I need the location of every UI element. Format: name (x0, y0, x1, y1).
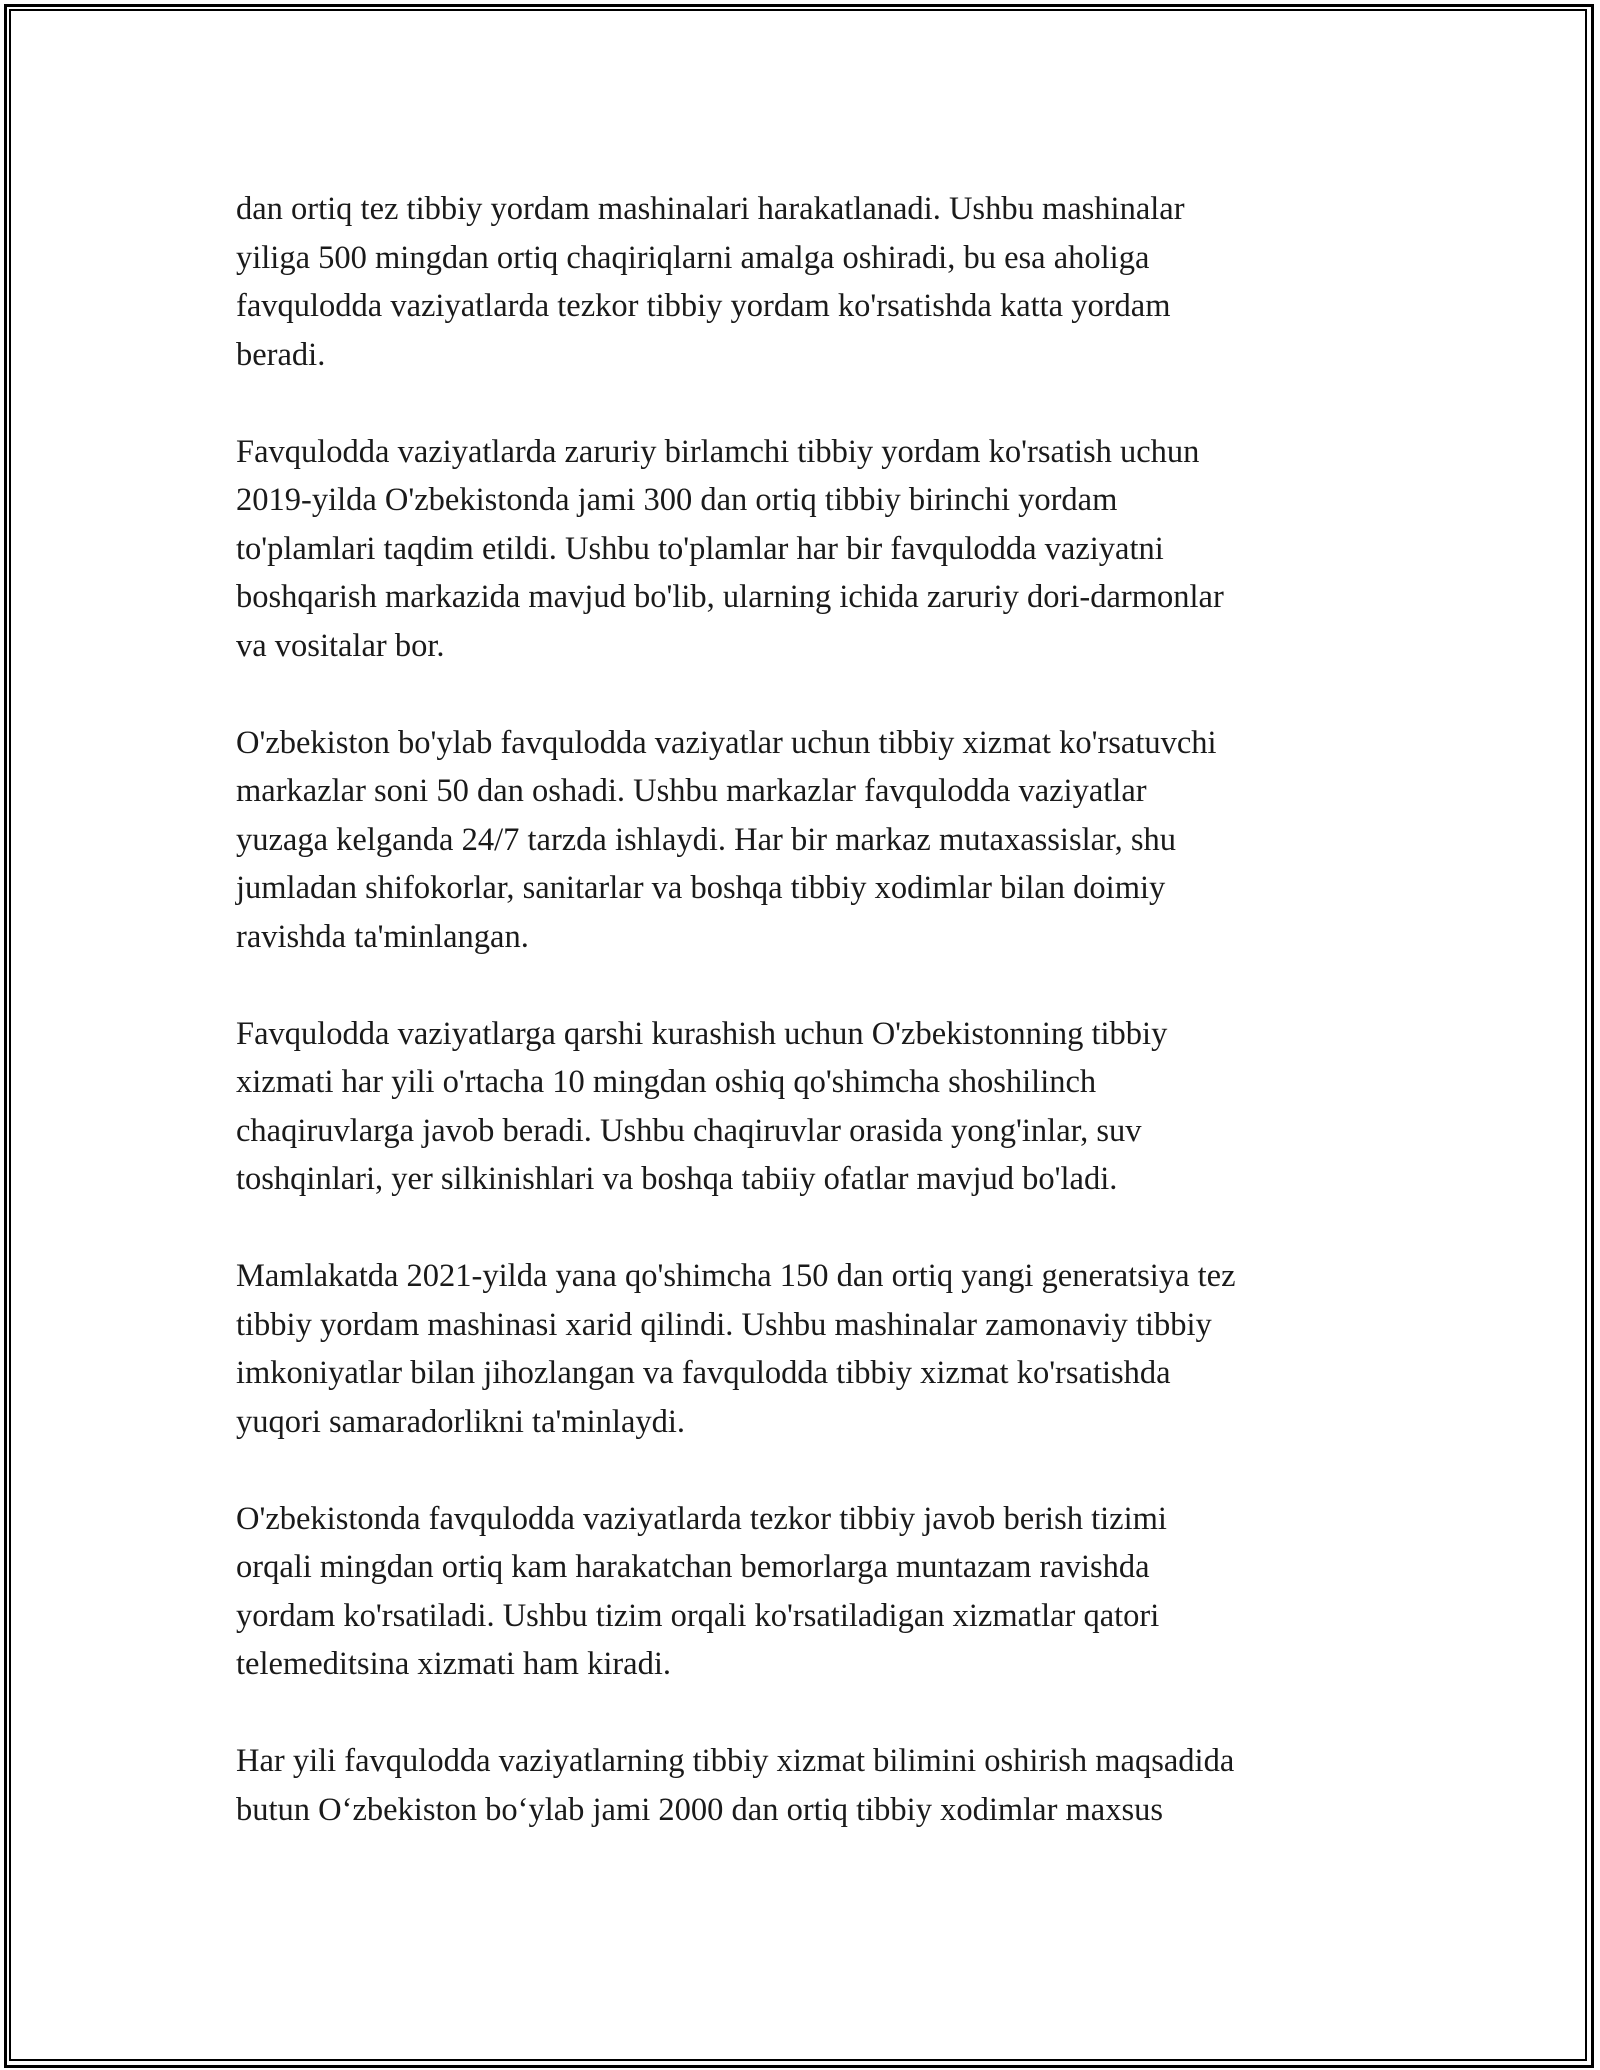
text-line: to'plamlari taqdim etildi. Ushbu to'plamlar har bir favqulodda vaziyatni (236, 530, 1164, 567)
text-line: Favqulodda vaziyatlarga qarshi kurashish uchun O'zbekistonning tibbiy (236, 1015, 1168, 1052)
text-line: beradi. (236, 336, 326, 373)
text-line: va vositalar bor. (236, 627, 445, 664)
document-body (236, 185, 1376, 1834)
text-line: jumladan shifokorlar, sanitarlar va boshqa tibbiy xodimlar bilan doimiy (236, 870, 1166, 906)
paragraph (236, 719, 1376, 962)
text-line: Mamlakatda 2021-yilda yana qo'shimcha 150 dan ortiq yangi generatsiya tez (236, 1258, 1236, 1294)
text-line: xizmati har yili o'rtacha 10 mingdan oshiq qo'shimcha shoshilinch (236, 1064, 1097, 1100)
text-line: Har yili favqulodda vaziyatlarning tibbiy xizmat bilimini oshirish maqsadida (236, 1743, 1235, 1779)
text-line: yiliga 500 mingdan ortiq chaqiriqlarni amalga oshiradi, bu esa aholiga (236, 239, 1150, 276)
paragraph (236, 1252, 1376, 1446)
text-line: dan ortiq tez tibbiy yordam mashinalari harakatlanadi. Ushbu mashinalar (236, 191, 1185, 227)
text-line: tibbiy yordam mashinasi xarid qilindi. Ushbu mashinalar zamonaviy tibbiy (236, 1306, 1212, 1343)
text-line: toshqinlari, yer silkinishlari va boshqa tabiiy ofatlar mavjud bo'ladi. (236, 1161, 1118, 1197)
text-line: yordam ko'rsatiladi. Ushbu tizim orqali ko'rsatiladigan xizmatlar qatori (236, 1597, 1160, 1634)
paragraph (236, 1737, 1376, 1834)
text-line: yuzaga kelganda 24/7 tarzda ishlaydi. Har bir markaz mutaxassislar, shu (236, 821, 1176, 858)
text-line: markazlar soni 50 dan oshadi. Ushbu markazlar favqulodda vaziyatlar (236, 773, 1147, 809)
text-line: imkoniyatlar bilan jihozlangan va favqulodda tibbiy xizmat ko'rsatishda (236, 1355, 1171, 1391)
paragraph (236, 185, 1376, 379)
paragraph (236, 428, 1376, 671)
paragraph (236, 1495, 1376, 1689)
text-line: O'zbekistonda favqulodda vaziyatlarda tezkor tibbiy javob berish tizimi (236, 1500, 1167, 1537)
text-line: chaqiruvlarga javob beradi. Ushbu chaqiruvlar orasida yong'inlar, suv (236, 1112, 1142, 1149)
text-line: ravishda ta'minlangan. (236, 918, 529, 955)
text-line: telemeditsina xizmati ham kiradi. (236, 1646, 672, 1682)
text-line: boshqarish markazida mavjud bo'lib, ularning ichida zaruriy dori-darmonlar (236, 579, 1224, 615)
text-line: Favqulodda vaziyatlarda zaruriy birlamchi tibbiy yordam ko'rsatish uchun (236, 433, 1200, 470)
text-line: O'zbekiston bo'ylab favqulodda vaziyatlar uchun tibbiy xizmat ko'rsatuvchi (236, 724, 1217, 761)
text-line: 2019-yilda O'zbekistonda jami 300 dan ortiq tibbiy birinchi yordam (236, 482, 1118, 518)
paragraph (236, 1010, 1376, 1204)
text-line: yuqori samaradorlikni ta'minlaydi. (236, 1403, 686, 1440)
text-line: favqulodda vaziyatlarda tezkor tibbiy yordam ko'rsatishda katta yordam (236, 288, 1171, 324)
text-line: orqali mingdan ortiq kam harakatchan bemorlarga muntazam ravishda (236, 1549, 1150, 1585)
text-line: butun O‘zbekiston bo‘ylab jami 2000 dan ortiq tibbiy xodimlar maxsus (236, 1791, 1164, 1828)
